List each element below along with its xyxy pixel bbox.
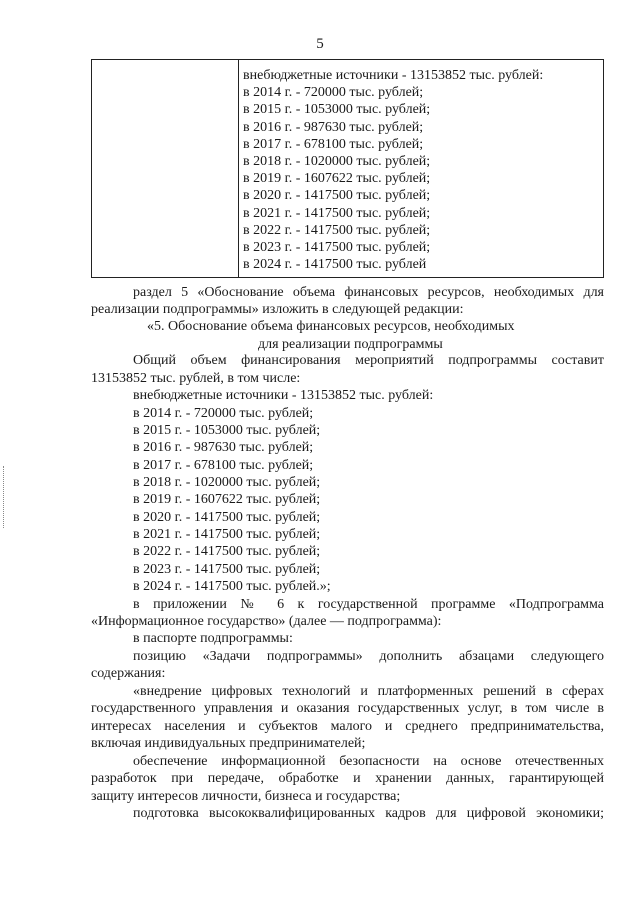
- table-line: в 2024 г. - 1417500 тыс. рублей: [243, 257, 427, 273]
- year-line: в 2014 г. - 720000 тыс. рублей;: [133, 406, 314, 421]
- table-line: в 2022 г. - 1417500 тыс. рублей;: [243, 222, 431, 238]
- text-line: в приложении № 6 к государственной программе «Подпрограмма: [133, 597, 604, 612]
- table-right-cell: [243, 67, 599, 273]
- table-line: в 2014 г. - 720000 тыс. рублей;: [243, 85, 424, 101]
- scan-edge-mark: [3, 466, 6, 528]
- section-heading-line: «5. Обоснование объема финансовых ресурсов, необходимых: [147, 319, 515, 334]
- table-line: в 2019 г. - 1607622 тыс. рублей;: [243, 171, 431, 187]
- year-line: в 2015 г. - 1053000 тыс. рублей;: [133, 423, 321, 438]
- year-line: в 2020 г. - 1417500 тыс. рублей;: [133, 510, 321, 525]
- year-line: в 2021 г. - 1417500 тыс. рублей;: [133, 527, 321, 542]
- funding-table: [91, 59, 604, 278]
- text-line: «внедрение цифровых технологий и платформенных решений в сферах: [133, 684, 604, 699]
- table-column-divider: [238, 60, 239, 277]
- text-line: Общий объем финансирования мероприятий подпрограммы составит: [133, 353, 604, 368]
- text-line: «Информационное государство» (далее — подпрограмма):: [91, 614, 442, 629]
- text-line: внебюджетные источники - 13153852 тыс. рублей:: [133, 388, 434, 403]
- text-line: подготовка высококвалифицированных кадров для цифровой экономики;: [133, 806, 604, 821]
- table-line: внебюджетные источники - 13153852 тыс. рублей:: [243, 68, 544, 83]
- table-line: в 2017 г. - 678100 тыс. рублей;: [243, 136, 424, 152]
- text-line: позицию «Задачи подпрограммы» дополнить абзацами следующего: [133, 649, 604, 664]
- text-line: 13153852 тыс. рублей, в том числе:: [91, 371, 301, 386]
- table-line: в 2023 г. - 1417500 тыс. рублей;: [243, 240, 431, 256]
- text-line: в паспорте подпрограммы:: [133, 631, 293, 646]
- text-line: интересах населения и субъектов малого и среднего предпринимательства,: [91, 719, 604, 734]
- year-line: в 2019 г. - 1607622 тыс. рублей;: [133, 492, 321, 507]
- year-line: в 2018 г. - 1020000 тыс. рублей;: [133, 475, 321, 490]
- year-line: в 2024 г. - 1417500 тыс. рублей.»;: [133, 579, 331, 594]
- text-line: разработок при передаче, обработке и хранении данных, гарантирующей: [91, 771, 604, 786]
- table-line: в 2021 г. - 1417500 тыс. рублей;: [243, 205, 431, 221]
- text-line: государственного управления и оказания государственных услуг, в том числе в: [91, 701, 604, 716]
- year-line: в 2017 г. - 678100 тыс. рублей;: [133, 458, 314, 473]
- table-line: в 2020 г. - 1417500 тыс. рублей;: [243, 188, 431, 204]
- section-heading-line: для реализации подпрограммы: [258, 337, 443, 352]
- text-line: реализации подпрограммы» изложить в следующей редакции:: [91, 302, 464, 317]
- text-line: обеспечение информационной безопасности на основе отечественных: [133, 754, 604, 769]
- table-line: в 2018 г. - 1020000 тыс. рублей;: [243, 154, 431, 170]
- text-line: включая индивидуальных предпринимателей;: [91, 736, 366, 751]
- year-line: в 2023 г. - 1417500 тыс. рублей;: [133, 562, 321, 577]
- table-line: в 2016 г. - 987630 тыс. рублей;: [243, 119, 424, 135]
- text-line: содержания:: [91, 666, 166, 681]
- page-number: 5: [316, 36, 324, 52]
- text-line: защиту интересов личности, бизнеса и государства;: [91, 789, 401, 804]
- year-line: в 2016 г. - 987630 тыс. рублей;: [133, 440, 314, 455]
- text-line: раздел 5 «Обоснование объема финансовых ресурсов, необходимых для: [133, 285, 604, 300]
- year-line: в 2022 г. - 1417500 тыс. рублей;: [133, 544, 321, 559]
- table-line: в 2015 г. - 1053000 тыс. рублей;: [243, 102, 431, 118]
